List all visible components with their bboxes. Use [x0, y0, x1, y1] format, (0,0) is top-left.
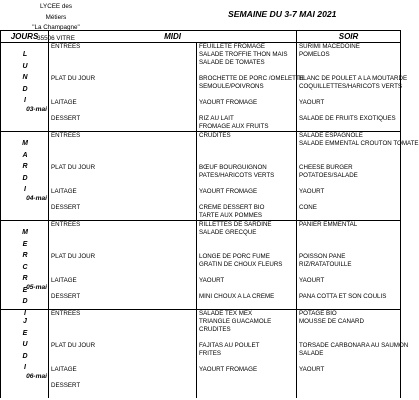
menu-row [1, 342, 401, 350]
category-label [49, 326, 197, 334]
day-letter: E [22, 240, 28, 248]
category-label: DESSERT [51, 382, 81, 389]
spacer-cell [197, 107, 297, 115]
category-label [49, 123, 197, 132]
day-name [1, 227, 49, 319]
day-letter: L [22, 51, 28, 58]
menu-row [1, 164, 401, 172]
spacer-cell [49, 358, 197, 366]
category-label: LAITAGE [51, 188, 77, 195]
spacer-row [1, 374, 401, 382]
menu-row [1, 382, 401, 390]
menu-table [0, 30, 419, 398]
category-label [49, 350, 197, 358]
soir-dish [297, 212, 401, 221]
category-label [49, 59, 197, 67]
day-letter: U [22, 62, 28, 70]
spacer-cell [197, 180, 297, 188]
spacer-cell [197, 245, 297, 253]
day-letter: M [22, 229, 28, 236]
soir-dish: SALADE ESPAGNOLE [297, 132, 401, 141]
menu-row [1, 51, 401, 59]
menu-row [1, 301, 401, 309]
category-label [49, 83, 197, 91]
midi-dish: PATES/HARICOTS VERTS [197, 172, 297, 180]
day-letter: D [22, 352, 28, 360]
midi-dish: RIZ AU LAIT [197, 115, 297, 123]
category-label [49, 51, 197, 59]
menu-row [1, 390, 401, 398]
category-label [49, 237, 197, 245]
midi-dish: FEUILLETE FROMAGE [197, 43, 297, 52]
spacer-cell [297, 67, 401, 75]
category-label: PLAT DU JOUR [51, 164, 96, 171]
category-label: ENTREES [49, 132, 197, 141]
menu-row [1, 212, 401, 221]
spacer-row [1, 358, 401, 366]
midi-dish: SALADE GRECQUE [197, 229, 297, 237]
day-date: 06-mai [26, 373, 47, 380]
category-label [49, 318, 197, 326]
category-label: DESSERT [51, 293, 81, 301]
menu-row [1, 83, 401, 91]
menu-row [1, 277, 401, 285]
spacer-cell [197, 374, 297, 382]
soir-dish: SALADE DE FRUITS EXOTIQUES [297, 115, 401, 123]
spacer-cell [197, 196, 297, 204]
midi-dish: YAOURT [197, 277, 297, 285]
day-letter: I [24, 97, 26, 104]
day-cell [1, 310, 49, 399]
day-date: 03-mai [26, 106, 47, 113]
day-cell [1, 43, 49, 132]
spacer-cell [197, 358, 297, 366]
midi-dish [197, 148, 297, 156]
soir-dish [297, 382, 401, 390]
spacer-cell [49, 269, 197, 277]
col-header-midi: MIDI [49, 31, 297, 43]
day-letter: D [22, 174, 28, 182]
menu-row [1, 148, 401, 156]
day-letter: I [24, 364, 26, 371]
col-header-soir: SOIR [297, 31, 401, 43]
soir-dish [297, 326, 401, 334]
day-name [1, 49, 49, 107]
spacer-cell [49, 156, 197, 164]
category-label [49, 229, 197, 237]
spacer-cell [49, 334, 197, 342]
soir-dish [297, 229, 401, 237]
soir-dish: BLANC DE POULET A LA MOUTARDE [297, 75, 401, 83]
menu-row [1, 99, 401, 107]
midi-dish: MINI CHOUX A LA CREME [197, 293, 297, 301]
day-letter: M [22, 140, 28, 147]
day-letter: R [22, 252, 28, 259]
day-name [1, 138, 49, 196]
category-label [49, 261, 197, 269]
category-label: ENTREES [49, 310, 197, 319]
soir-dish: CHEESE BURGER [297, 164, 401, 172]
day-letter: I [24, 186, 26, 193]
soir-dish: POTATOES/SALADE [297, 172, 401, 180]
day-date: 05-mai [26, 284, 47, 291]
day-letter: N [22, 74, 28, 81]
school-city: 35506 VITRE [37, 34, 75, 42]
spacer-row [1, 107, 401, 115]
day-letter: D [22, 85, 28, 93]
spacer-row [1, 156, 401, 164]
soir-dish: YAOURT [297, 277, 401, 285]
spacer-row [1, 285, 401, 293]
spacer-cell [297, 285, 401, 293]
spacer-cell [49, 67, 197, 75]
midi-dish: YAOURT FROMAGE [197, 99, 297, 107]
day-letter: R [22, 275, 28, 282]
spacer-cell [49, 180, 197, 188]
midi-dish: TARTE AUX POMMES [197, 212, 297, 221]
midi-dish: SALADE TROFFIE THON MAIS [197, 51, 297, 59]
day-letter: E [22, 286, 28, 294]
menu-row [1, 172, 401, 180]
midi-dish: YAOURT FROMAGE [197, 188, 297, 196]
spacer-row [1, 334, 401, 342]
day-date: 04-mai [26, 195, 47, 202]
day-letter: A [22, 151, 28, 159]
menu-row [1, 310, 401, 319]
soir-dish [297, 123, 401, 132]
spacer-cell [197, 269, 297, 277]
spacer-cell [49, 107, 197, 115]
soir-dish: MOUSSE DE CANARD [297, 318, 401, 326]
spacer-cell [297, 196, 401, 204]
soir-dish: COQUILLETTES/HARICOTS VERTS [297, 83, 401, 91]
menu-row [1, 75, 401, 83]
menu-row [1, 221, 401, 230]
soir-dish: POTAGE BIO [297, 310, 401, 319]
day-cell [1, 221, 49, 317]
category-label: ENTREES [49, 221, 197, 230]
spacer-cell [197, 334, 297, 342]
midi-dish: FROMAGE AUX FRUITS [197, 123, 297, 132]
midi-dish: TRIANGLE GUACAMOLE [197, 318, 297, 326]
midi-dish: CRUDITES [197, 326, 297, 334]
soir-dish: YAOURT [297, 366, 401, 374]
category-label: LAITAGE [51, 277, 77, 285]
soir-dish: POISSON PANE [297, 253, 401, 261]
menu-row [1, 188, 401, 196]
midi-dish: GRATIN DE CHOUX FLEURS [197, 261, 297, 269]
spacer-row [1, 91, 401, 99]
day-letter: R [22, 163, 28, 170]
day-letter: J [23, 318, 27, 325]
midi-dish: FAJITAS AU POULET [197, 342, 297, 350]
menu-row [1, 204, 401, 212]
midi-dish [197, 301, 297, 309]
spacer-cell [49, 374, 197, 382]
menu-row [1, 59, 401, 67]
spacer-cell [297, 107, 401, 115]
category-label [49, 148, 197, 156]
menu-row [1, 366, 401, 374]
spacer-cell [297, 91, 401, 99]
category-label [49, 390, 197, 398]
category-label: DESSERT [51, 115, 81, 122]
soir-dish: RIZ/RATATOUILLE [297, 261, 401, 269]
column-header-row [1, 31, 401, 43]
spacer-row [1, 180, 401, 188]
menu-row [1, 140, 401, 148]
soir-dish [297, 301, 401, 309]
menu-row [1, 115, 401, 123]
day-letter: U [22, 341, 28, 348]
soir-dish [297, 59, 401, 67]
midi-dish: BŒUF BOURGUIGNON [197, 164, 297, 172]
spacer-cell [49, 196, 197, 204]
menu-row [1, 132, 401, 141]
soir-dish: POMELOS [297, 51, 401, 59]
spacer-cell [297, 334, 401, 342]
day-name [1, 316, 49, 374]
soir-dish [297, 390, 401, 398]
spacer-row [1, 67, 401, 75]
menu-row [1, 350, 401, 358]
category-label [49, 212, 197, 221]
spacer-cell [297, 269, 401, 277]
spacer-cell [297, 245, 401, 253]
menu-row [1, 326, 401, 334]
midi-dish: RILLETTES DE SARDINE [197, 221, 297, 230]
category-label: PLAT DU JOUR [51, 342, 96, 349]
menu-row [1, 43, 401, 52]
midi-dish: FRITES [197, 350, 297, 358]
midi-dish: SALADE TEX MEX [197, 310, 297, 319]
spacer-cell [197, 91, 297, 99]
category-label: ENTREES [49, 43, 197, 52]
category-label: DESSERT [51, 204, 81, 211]
spacer-cell [297, 358, 401, 366]
spacer-cell [197, 67, 297, 75]
spacer-cell [297, 156, 401, 164]
midi-dish [197, 390, 297, 398]
midi-dish [197, 237, 297, 245]
category-label: PLAT DU JOUR [51, 75, 96, 82]
day-letter: I [24, 309, 26, 317]
menu-row [1, 253, 401, 261]
midi-dish: BROCHETTE DE PORC /OMELETTE [197, 75, 297, 83]
spacer-cell [49, 285, 197, 293]
spacer-cell [49, 245, 197, 253]
day-cell [1, 132, 49, 221]
spacer-cell [297, 180, 401, 188]
col-header-jours: JOURS [1, 31, 49, 43]
menu-row [1, 261, 401, 269]
menu-row [1, 237, 401, 245]
soir-dish: YAOURT [297, 99, 401, 107]
midi-dish [197, 382, 297, 390]
soir-dish: TORSADE CARBONARA AU SAUMON [297, 342, 401, 350]
category-label [49, 172, 197, 180]
spacer-cell [197, 285, 297, 293]
category-label: LAITAGE [51, 366, 77, 373]
midi-dish [197, 140, 297, 148]
day-letter: E [22, 329, 28, 337]
midi-dish: CRUDITES [197, 132, 297, 141]
spacer-cell [49, 91, 197, 99]
soir-dish: YAOURT [297, 188, 401, 196]
category-label: LAITAGE [51, 99, 77, 106]
menu-row [1, 293, 401, 301]
spacer-cell [297, 374, 401, 382]
day-letter: D [22, 298, 28, 305]
soir-dish [297, 148, 401, 156]
day-letter: C [22, 263, 28, 271]
midi-dish: LONGE DE PORC FUME [197, 253, 297, 261]
soir-dish: PANIER EMMENTAL [297, 221, 401, 230]
midi-dish: YAOURT FROMAGE [197, 366, 297, 374]
soir-dish: SURIMI MACEDOINE [297, 43, 401, 52]
spacer-row [1, 245, 401, 253]
category-label [49, 301, 197, 309]
soir-dish: SALADE [297, 350, 401, 358]
spacer-cell [197, 156, 297, 164]
school-name: LYCEE des Métiers [39, 3, 73, 21]
category-label [49, 140, 197, 148]
menu-row [1, 229, 401, 237]
soir-dish [297, 237, 401, 245]
soir-dish: CONE [297, 204, 401, 212]
soir-dish: PANA COTTA ET SON COULIS [297, 293, 401, 301]
school-subname: "La Champagne" [32, 24, 80, 32]
menu-row [1, 123, 401, 132]
soir-dish: SALADE EMMENTAL CROUTON TOMATE [297, 140, 401, 148]
midi-dish: CREME DESSERT BIO [197, 204, 297, 212]
midi-dish: SALADE DE TOMATES [197, 59, 297, 67]
midi-dish: SEMOULE/POIVRONS [197, 83, 297, 91]
spacer-row [1, 196, 401, 204]
category-label: PLAT DU JOUR [51, 253, 96, 261]
menu-row [1, 318, 401, 326]
week-title: SEMAINE DU 3-7 MAI 2021 [228, 9, 337, 19]
spacer-row [1, 269, 401, 277]
